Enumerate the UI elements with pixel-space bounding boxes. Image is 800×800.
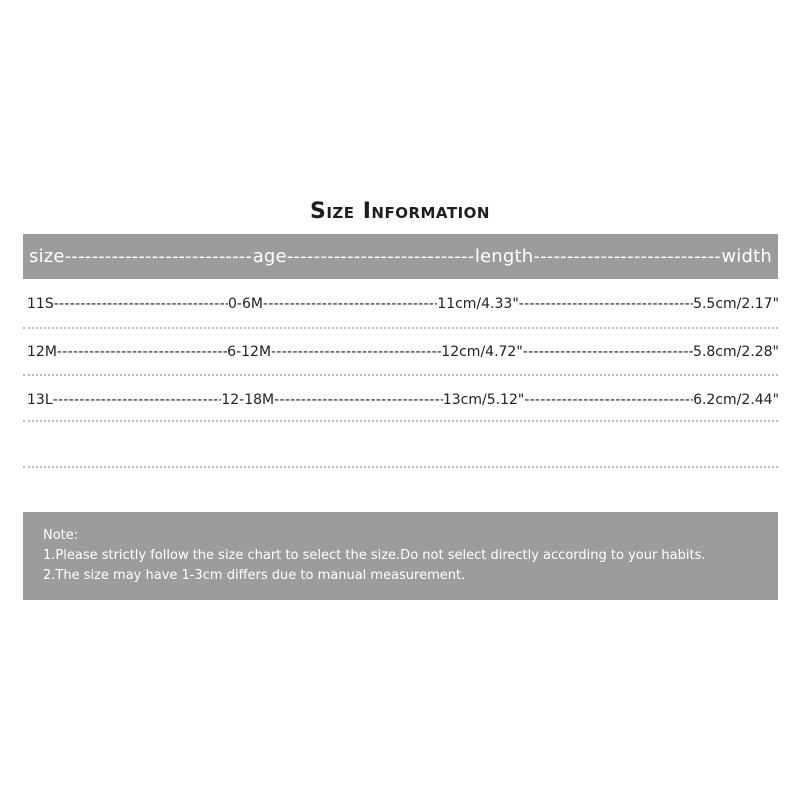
row-age: 12-18M	[221, 392, 275, 408]
header-age: age	[252, 246, 287, 267]
row-dash	[271, 344, 441, 361]
table-row	[27, 387, 779, 413]
row-dash	[274, 392, 443, 409]
row-length: 13cm/5.12"	[442, 392, 525, 408]
row-size: 11S	[27, 296, 54, 312]
table-row	[27, 291, 779, 317]
row-width: 5.8cm/2.28"	[693, 344, 779, 360]
row-divider	[23, 327, 778, 329]
header-size: size	[29, 246, 65, 267]
row-dash	[523, 344, 693, 361]
table-row	[27, 339, 779, 365]
note-line-2: 2.The size may have 1-3cm differs due to manual measurement.	[43, 568, 466, 583]
row-age: 0-6M	[228, 296, 263, 312]
row-dash	[54, 296, 228, 313]
row-width: 6.2cm/2.44"	[693, 392, 779, 408]
note-box	[23, 512, 778, 600]
header-dash	[65, 246, 253, 268]
header-width: width	[721, 246, 772, 267]
row-width: 5.5cm/2.17"	[693, 296, 779, 312]
row-length: 12cm/4.72"	[441, 344, 523, 360]
row-divider	[23, 420, 778, 422]
row-dash	[519, 296, 693, 313]
header-length: length	[474, 246, 534, 267]
row-size: 13L	[27, 392, 53, 408]
page-title: Size Information	[310, 199, 490, 224]
note-line-1: 1.Please strictly follow the size chart to select the size.Do not select directly according to your habits.	[43, 548, 706, 563]
row-size: 12M	[27, 344, 57, 360]
note-heading: Note:	[43, 528, 79, 543]
row-dash	[57, 344, 227, 361]
row-dash	[263, 296, 437, 313]
row-divider	[23, 466, 778, 468]
row-age: 6-12M	[227, 344, 272, 360]
row-dash	[524, 392, 693, 409]
row-divider	[23, 374, 778, 376]
row-dash	[53, 392, 222, 409]
header-dash	[287, 246, 475, 268]
size-table-header	[23, 234, 778, 279]
header-dash	[533, 246, 721, 268]
row-length: 11cm/4.33"	[437, 296, 519, 312]
